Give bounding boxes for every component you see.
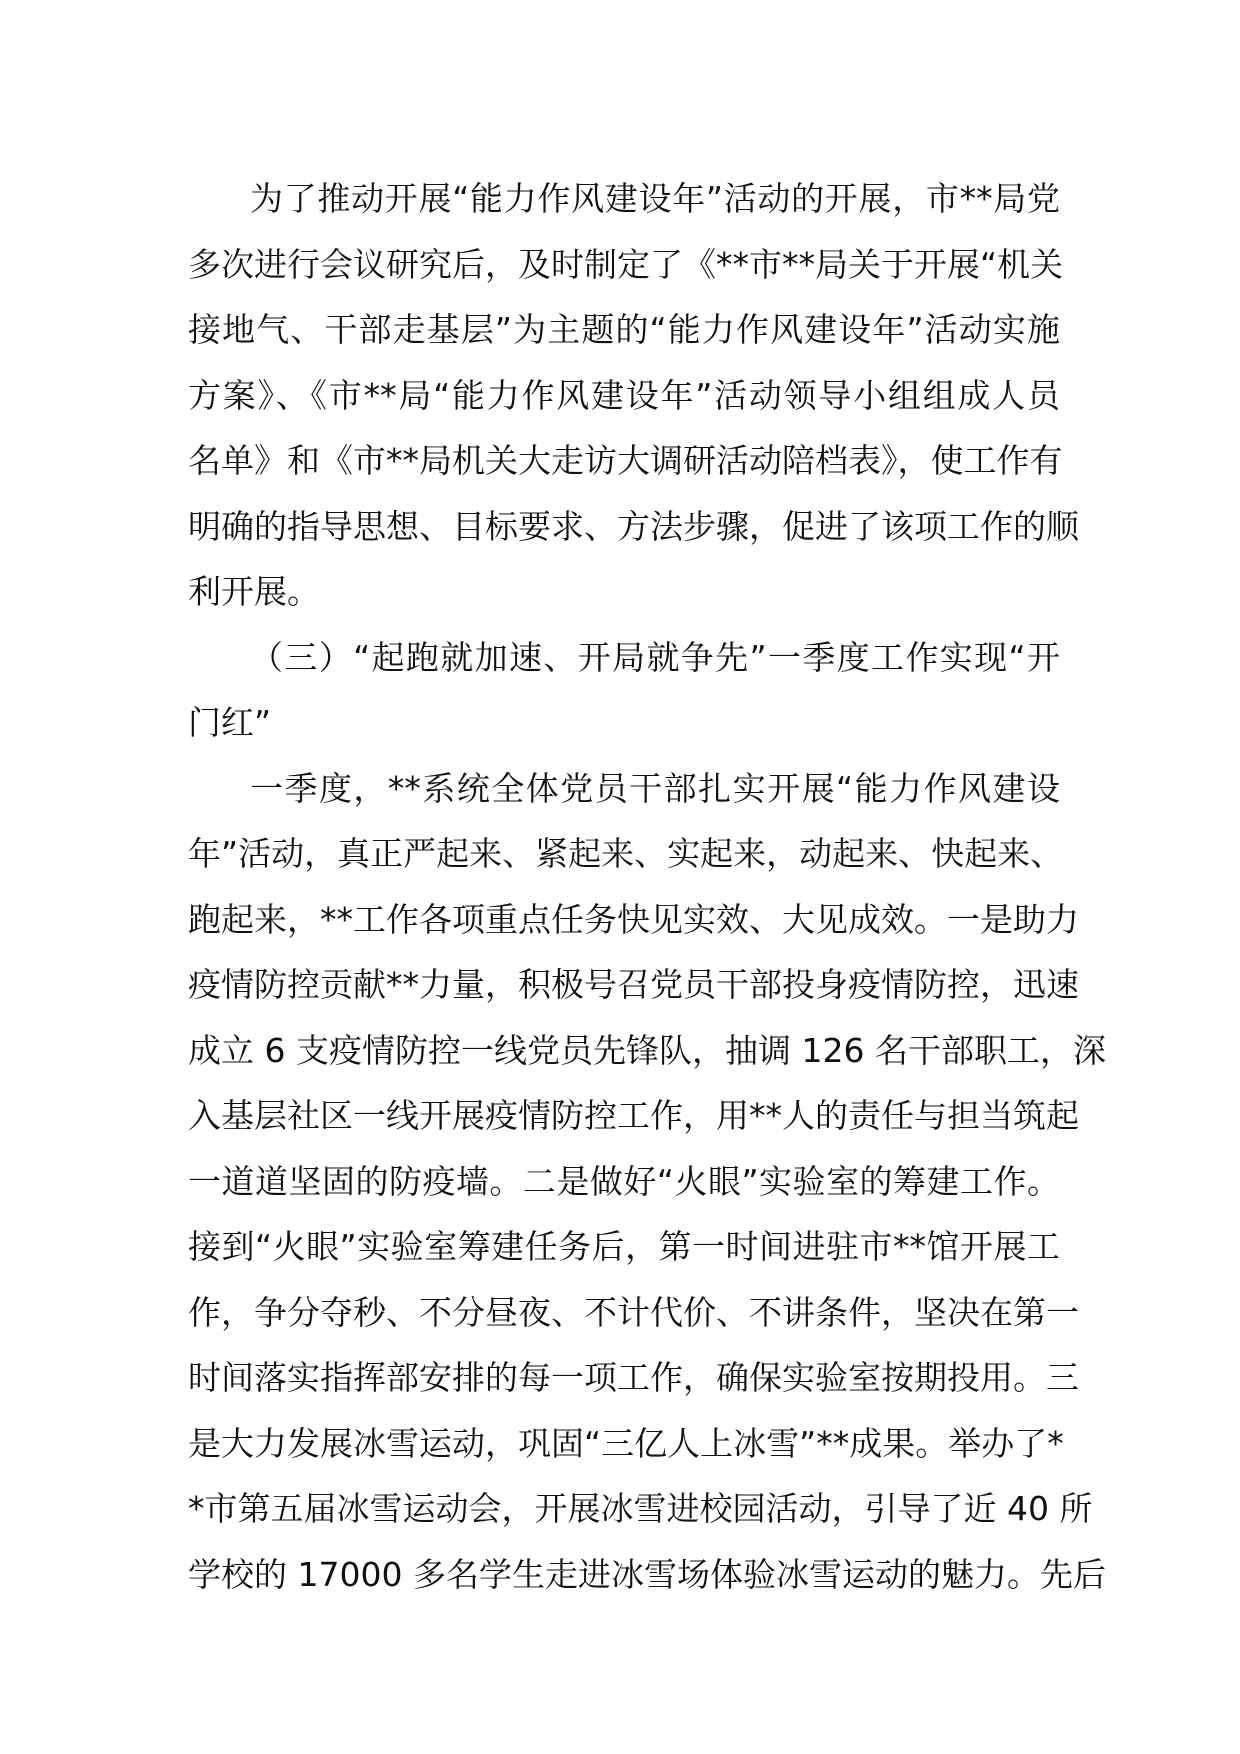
paragraph-1-line-6: 明确的指导思想、目标要求、方法步骤，促进了该项工作的顺 <box>188 506 1079 546</box>
paragraph-2-line-3: 跑起来，**工作各项重点任务快见实效、大见成效。一是助力 <box>188 899 1079 939</box>
document-body <box>188 166 1106 1607</box>
paragraph-1-line-7: 利开展。 <box>188 572 320 611</box>
paragraph-2-line-1: 一季度，**系统全体党员干部扎实开展“能力作风建设 <box>250 768 1060 808</box>
paragraph-1-line-3: 接地气、干部走基层”为主题的“能力作风建设年”活动实施 <box>188 310 1060 349</box>
paragraph-1-line-1: 为了推动开展“能力作风建设年”活动的开展，市**局党 <box>250 179 1060 218</box>
paragraph-2-line-2: 年”活动，真正严起来、紧起来、实起来，动起来、快起来、 <box>188 834 1064 873</box>
paragraph-2-line-5: 成立 6 支疫情防控一线党员先锋队，抽调 126 名干部职工，深 <box>188 1030 1106 1070</box>
paragraph-2-line-4: 疫情防控贡献**力量，积极号召党员干部投身疫情防控，迅速 <box>188 965 1079 1004</box>
paragraph-2-line-7: 一道道坚固的防疫墙。二是做好“火眼”实验室的筹建工作。 <box>188 1161 1060 1201</box>
paragraph-1-line-5: 名单》和《市**局机关大走访大调研活动陪档表》，使工作有 <box>188 441 1063 480</box>
paragraph-2-line-12: *市第五届冰雪运动会，开展冰雪进校园活动，引导了近 40 所 <box>188 1489 1093 1528</box>
paragraph-2-line-11: 是大力发展冰雪运动，巩固“三亿人上冰雪”**成果。举办了* <box>188 1423 1064 1463</box>
paragraph-2-line-8: 接到“火眼”实验室筹建任务后，第一时间进驻市**馆开展工 <box>188 1227 1060 1266</box>
paragraph-2-line-9: 作，争分夺秒、不分昼夜、不计代价、不讲条件，坚决在第一 <box>188 1292 1079 1332</box>
paragraph-2-line-13: 学校的 17000 多名学生走进冰雪场体验冰雪运动的魅力。先后 <box>188 1554 1106 1594</box>
section-heading-line-1: （三）“起跑就加速、开局就争先”一季度工作实现“开 <box>250 637 1060 677</box>
paragraph-1-line-2: 多次进行会议研究后，及时制定了《**市**局关于开展“机关 <box>188 244 1064 284</box>
paragraph-2-line-10: 时间落实指挥部安排的每一项工作，确保实验室按期投用。三 <box>188 1358 1079 1397</box>
paragraph-2-line-6: 入基层社区一线开展疫情防控工作，用**人的责任与担当筑起 <box>188 1096 1079 1135</box>
section-heading-line-2: 门红” <box>188 703 272 742</box>
paragraph-1-line-4: 方案》、《市**局“能力作风建设年”活动领导小组组成人员 <box>188 375 1060 415</box>
